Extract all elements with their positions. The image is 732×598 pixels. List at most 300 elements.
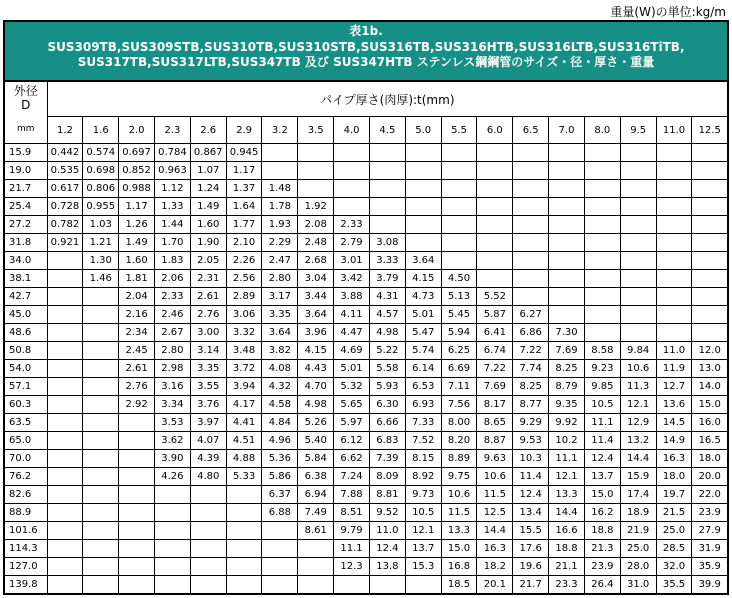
thickness-column-header: 3.5 xyxy=(298,117,334,144)
weight-cell xyxy=(262,162,298,180)
table-row xyxy=(4,198,728,216)
weight-cell: 8.58 xyxy=(584,342,620,360)
weight-cell xyxy=(441,180,477,198)
weight-cell: 15.0 xyxy=(692,396,728,414)
weight-cell: 4.08 xyxy=(262,360,298,378)
weight-cell xyxy=(405,180,441,198)
weight-cell: 11.9 xyxy=(656,360,692,378)
weight-cell: 1.03 xyxy=(83,216,119,234)
weight-cell: 5.94 xyxy=(441,324,477,342)
weight-cell xyxy=(119,468,155,486)
weight-cell: 11.4 xyxy=(513,468,549,486)
weight-cell: 10.2 xyxy=(549,432,585,450)
table-row xyxy=(4,522,728,540)
weight-cell xyxy=(190,522,226,540)
weight-cell xyxy=(190,540,226,558)
weight-cell: 22.0 xyxy=(692,486,728,504)
weight-cell: 23.9 xyxy=(692,504,728,522)
weight-cell: 18.9 xyxy=(620,504,656,522)
thickness-column-header: 6.0 xyxy=(477,117,513,144)
thickness-column-header: 1.6 xyxy=(83,117,119,144)
weight-cell xyxy=(405,234,441,252)
weight-cell: 2.92 xyxy=(119,396,155,414)
weight-cell xyxy=(119,486,155,504)
weight-cell: 5.33 xyxy=(226,468,262,486)
table-row xyxy=(4,252,728,270)
weight-cell: 5.52 xyxy=(477,288,513,306)
weight-cell: 11.5 xyxy=(441,504,477,522)
weight-cell: 2.80 xyxy=(154,342,190,360)
weight-cell: 12.7 xyxy=(656,378,692,396)
weight-cell: 5.40 xyxy=(298,432,334,450)
weight-cell: 3.72 xyxy=(226,360,262,378)
weight-cell xyxy=(369,576,405,595)
weight-cell: 2.61 xyxy=(190,288,226,306)
table-title xyxy=(3,20,729,80)
weight-cell xyxy=(549,198,585,216)
weight-cell: 1.77 xyxy=(226,216,262,234)
thickness-column-header: 5.0 xyxy=(405,117,441,144)
weight-cell xyxy=(47,450,83,468)
thickness-column-header: 3.2 xyxy=(262,117,298,144)
table-row xyxy=(4,486,728,504)
weight-cell xyxy=(298,180,334,198)
weight-cell: 20.1 xyxy=(477,576,513,595)
weight-cell xyxy=(584,288,620,306)
outer-diameter-cell: 48.6 xyxy=(4,324,47,342)
weight-cell xyxy=(334,198,370,216)
weight-cell: 7.24 xyxy=(334,468,370,486)
weight-cell: 11.1 xyxy=(334,540,370,558)
od-label-1: 外径 xyxy=(13,84,38,98)
outer-diameter-cell: 19.0 xyxy=(4,162,47,180)
weight-cell xyxy=(190,576,226,595)
weight-cell: 39.9 xyxy=(692,576,728,595)
weight-cell xyxy=(119,522,155,540)
weight-cell xyxy=(83,450,119,468)
table-row xyxy=(4,576,728,595)
weight-cell xyxy=(47,558,83,576)
weight-cell: 2.26 xyxy=(226,252,262,270)
pipe-weight-table-container xyxy=(3,20,729,595)
weight-cell xyxy=(441,234,477,252)
weight-cell: 13.2 xyxy=(620,432,656,450)
weight-cell: 3.14 xyxy=(190,342,226,360)
outer-diameter-cell: 127.0 xyxy=(4,558,47,576)
weight-cell: 10.6 xyxy=(441,486,477,504)
weight-cell: 9.23 xyxy=(584,360,620,378)
weight-cell: 9.84 xyxy=(620,342,656,360)
weight-cell xyxy=(369,198,405,216)
weight-cell xyxy=(226,576,262,595)
weight-cell: 4.98 xyxy=(298,396,334,414)
weight-cell: 12.4 xyxy=(513,486,549,504)
thickness-column-header: 5.5 xyxy=(441,117,477,144)
weight-cell xyxy=(692,288,728,306)
weight-cell: 12.1 xyxy=(549,468,585,486)
weight-cell: 12.3 xyxy=(334,558,370,576)
weight-cell xyxy=(513,162,549,180)
weight-cell: 2.48 xyxy=(298,234,334,252)
weight-cell: 3.79 xyxy=(369,270,405,288)
weight-cell: 31.9 xyxy=(692,540,728,558)
weight-cell xyxy=(584,198,620,216)
weight-cell: 5.84 xyxy=(298,450,334,468)
weight-cell: 5.13 xyxy=(441,288,477,306)
weight-cell xyxy=(154,558,190,576)
weight-cell: 18.5 xyxy=(441,576,477,595)
weight-cell: 4.96 xyxy=(262,432,298,450)
weight-cell xyxy=(47,378,83,396)
weight-cell: 1.78 xyxy=(262,198,298,216)
weight-cell: 4.73 xyxy=(405,288,441,306)
weight-cell xyxy=(477,216,513,234)
weight-cell xyxy=(620,288,656,306)
weight-cell: 0.617 xyxy=(47,180,83,198)
weight-cell: 1.24 xyxy=(190,180,226,198)
weight-cell: 5.01 xyxy=(334,360,370,378)
weight-cell: 0.782 xyxy=(47,216,83,234)
weight-cell: 21.5 xyxy=(656,504,692,522)
outer-diameter-cell: 38.1 xyxy=(4,270,47,288)
weight-cell: 11.5 xyxy=(477,486,513,504)
weight-cell: 32.0 xyxy=(656,558,692,576)
weight-cell xyxy=(83,324,119,342)
weight-cell: 7.74 xyxy=(513,360,549,378)
weight-cell xyxy=(369,216,405,234)
weight-cell: 3.62 xyxy=(154,432,190,450)
weight-cell: 4.98 xyxy=(369,324,405,342)
weight-cell xyxy=(549,288,585,306)
weight-cell: 7.52 xyxy=(405,432,441,450)
weight-cell: 9.73 xyxy=(405,486,441,504)
weight-cell xyxy=(83,288,119,306)
weight-cell: 4.32 xyxy=(262,378,298,396)
weight-cell: 18.8 xyxy=(584,522,620,540)
weight-cell: 3.01 xyxy=(334,252,370,270)
weight-cell: 5.87 xyxy=(477,306,513,324)
weight-cell: 8.00 xyxy=(441,414,477,432)
title-line-3: SUS317TB,SUS317LTB,SUS347TB 及び SUS347HTB ステンレス鋼鋼管のサイズ・径・厚さ・重量 xyxy=(77,55,655,69)
weight-cell: 3.88 xyxy=(334,288,370,306)
weight-cell xyxy=(584,180,620,198)
thickness-column-header: 4.0 xyxy=(334,117,370,144)
weight-cell xyxy=(656,180,692,198)
weight-cell: 7.22 xyxy=(477,360,513,378)
weight-cell xyxy=(477,270,513,288)
weight-cell xyxy=(47,270,83,288)
weight-cell: 2.98 xyxy=(154,360,190,378)
weight-cell: 4.80 xyxy=(190,468,226,486)
weight-cell: 2.34 xyxy=(119,324,155,342)
weight-cell xyxy=(441,198,477,216)
weight-cell: 6.93 xyxy=(405,396,441,414)
weight-cell: 1.81 xyxy=(119,270,155,288)
weight-cell: 1.07 xyxy=(190,162,226,180)
weight-cell: 3.17 xyxy=(262,288,298,306)
weight-cell: 1.30 xyxy=(83,252,119,270)
weight-cell xyxy=(154,486,190,504)
weight-cell xyxy=(47,486,83,504)
weight-cell: 3.08 xyxy=(369,234,405,252)
weight-cell: 9.75 xyxy=(441,468,477,486)
weight-cell: 15.0 xyxy=(441,540,477,558)
weight-cell: 5.45 xyxy=(441,306,477,324)
weight-cell: 4.57 xyxy=(369,306,405,324)
weight-cell: 5.36 xyxy=(262,450,298,468)
weight-cell: 4.11 xyxy=(334,306,370,324)
weight-cell: 6.86 xyxy=(513,324,549,342)
outer-diameter-cell: 54.0 xyxy=(4,360,47,378)
weight-cell xyxy=(549,270,585,288)
weight-cell: 17.6 xyxy=(513,540,549,558)
weight-cell: 2.47 xyxy=(262,252,298,270)
weight-cell: 18.0 xyxy=(692,450,728,468)
weight-cell: 14.4 xyxy=(549,504,585,522)
weight-cell xyxy=(620,198,656,216)
weight-cell: 9.63 xyxy=(477,450,513,468)
weight-cell: 4.43 xyxy=(298,360,334,378)
weight-cell xyxy=(549,144,585,162)
weight-cell: 5.97 xyxy=(334,414,370,432)
weight-cell: 3.64 xyxy=(298,306,334,324)
weight-cell: 3.34 xyxy=(154,396,190,414)
weight-cell: 11.4 xyxy=(584,432,620,450)
weight-cell xyxy=(692,252,728,270)
weight-cell xyxy=(620,180,656,198)
weight-cell: 2.76 xyxy=(119,378,155,396)
weight-cell xyxy=(334,180,370,198)
outer-diameter-cell: 57.1 xyxy=(4,378,47,396)
weight-cell: 3.33 xyxy=(369,252,405,270)
pipe-weight-table xyxy=(3,80,729,595)
weight-cell: 4.15 xyxy=(405,270,441,288)
weight-cell xyxy=(119,432,155,450)
weight-cell xyxy=(477,252,513,270)
weight-cell: 12.1 xyxy=(405,522,441,540)
weight-cell: 0.945 xyxy=(226,144,262,162)
weight-cell xyxy=(119,540,155,558)
weight-cell: 15.9 xyxy=(620,468,656,486)
weight-cell xyxy=(190,558,226,576)
outer-diameter-cell: 15.9 xyxy=(4,144,47,162)
weight-cell xyxy=(441,162,477,180)
weight-cell xyxy=(513,198,549,216)
weight-cell: 1.93 xyxy=(262,216,298,234)
weight-cell: 10.5 xyxy=(405,504,441,522)
thickness-column-header: 7.0 xyxy=(549,117,585,144)
weight-cell: 9.92 xyxy=(549,414,585,432)
weight-cell: 8.89 xyxy=(441,450,477,468)
weight-cell: 3.35 xyxy=(262,306,298,324)
weight-cell: 0.852 xyxy=(119,162,155,180)
weight-cell xyxy=(262,522,298,540)
weight-cell: 4.26 xyxy=(154,468,190,486)
weight-cell: 9.85 xyxy=(584,378,620,396)
weight-cell: 0.955 xyxy=(83,198,119,216)
weight-cell xyxy=(692,216,728,234)
weight-cell: 6.69 xyxy=(441,360,477,378)
weight-cell: 5.47 xyxy=(405,324,441,342)
weight-cell xyxy=(298,576,334,595)
table-row xyxy=(4,396,728,414)
weight-cell: 7.56 xyxy=(441,396,477,414)
od-unit: mm xyxy=(16,124,35,134)
weight-cell: 25.0 xyxy=(620,540,656,558)
weight-cell xyxy=(262,576,298,595)
weight-cell: 8.92 xyxy=(405,468,441,486)
weight-cell xyxy=(47,576,83,595)
weight-cell: 7.69 xyxy=(477,378,513,396)
weight-cell: 12.0 xyxy=(692,342,728,360)
weight-cell xyxy=(584,162,620,180)
weight-cell xyxy=(620,270,656,288)
weight-cell: 3.96 xyxy=(298,324,334,342)
weight-cell: 4.15 xyxy=(298,342,334,360)
weight-cell xyxy=(119,414,155,432)
weight-cell xyxy=(298,162,334,180)
weight-cell: 4.07 xyxy=(190,432,226,450)
weight-cell: 8.61 xyxy=(298,522,334,540)
weight-cell: 6.30 xyxy=(369,396,405,414)
weight-cell: 11.1 xyxy=(549,450,585,468)
weight-cell: 19.6 xyxy=(513,558,549,576)
weight-cell xyxy=(584,234,620,252)
outer-diameter-cell: 139.8 xyxy=(4,576,47,595)
weight-cell: 3.82 xyxy=(262,342,298,360)
table-row xyxy=(4,504,728,522)
outer-diameter-cell: 42.7 xyxy=(4,288,47,306)
weight-cell xyxy=(47,252,83,270)
outer-diameter-cell: 21.7 xyxy=(4,180,47,198)
weight-cell: 1.12 xyxy=(154,180,190,198)
weight-cell: 7.88 xyxy=(334,486,370,504)
weight-cell: 2.08 xyxy=(298,216,334,234)
weight-cell xyxy=(334,162,370,180)
weight-cell xyxy=(656,324,692,342)
weight-cell xyxy=(477,234,513,252)
weight-cell xyxy=(262,144,298,162)
weight-cell: 20.0 xyxy=(692,468,728,486)
weight-cell: 4.47 xyxy=(334,324,370,342)
weight-cell xyxy=(477,144,513,162)
weight-cell: 9.29 xyxy=(513,414,549,432)
outer-diameter-cell: 60.3 xyxy=(4,396,47,414)
weight-cell xyxy=(83,414,119,432)
weight-cell: 6.25 xyxy=(441,342,477,360)
weight-cell xyxy=(262,540,298,558)
weight-cell: 3.76 xyxy=(190,396,226,414)
weight-cell: 6.27 xyxy=(513,306,549,324)
weight-cell xyxy=(513,252,549,270)
weight-cell: 2.46 xyxy=(154,306,190,324)
weight-cell: 16.3 xyxy=(477,540,513,558)
weight-cell: 7.30 xyxy=(549,324,585,342)
weight-cell: 5.65 xyxy=(334,396,370,414)
table-row xyxy=(4,306,728,324)
outer-diameter-cell: 65.0 xyxy=(4,432,47,450)
weight-cell xyxy=(119,558,155,576)
weight-cell: 1.83 xyxy=(154,252,190,270)
weight-cell: 8.17 xyxy=(477,396,513,414)
weight-cell: 10.5 xyxy=(584,396,620,414)
thickness-column-header: 2.6 xyxy=(190,117,226,144)
weight-cell: 4.58 xyxy=(262,396,298,414)
table-row xyxy=(4,432,728,450)
weight-cell: 16.2 xyxy=(584,504,620,522)
thickness-column-header: 2.0 xyxy=(119,117,155,144)
weight-cell xyxy=(513,288,549,306)
weight-cell: 12.1 xyxy=(620,396,656,414)
weight-cell xyxy=(154,540,190,558)
weight-cell xyxy=(83,504,119,522)
weight-cell: 23.3 xyxy=(549,576,585,595)
weight-cell: 3.16 xyxy=(154,378,190,396)
weight-cell: 8.25 xyxy=(513,378,549,396)
weight-cell xyxy=(656,162,692,180)
weight-cell: 4.50 xyxy=(441,270,477,288)
weight-cell: 10.6 xyxy=(477,468,513,486)
weight-cell: 31.0 xyxy=(620,576,656,595)
weight-cell: 12.9 xyxy=(620,414,656,432)
weight-cell: 6.53 xyxy=(405,378,441,396)
weight-cell: 2.61 xyxy=(119,360,155,378)
weight-cell: 26.4 xyxy=(584,576,620,595)
weight-cell: 14.9 xyxy=(656,432,692,450)
weight-cell: 4.41 xyxy=(226,414,262,432)
weight-cell xyxy=(620,324,656,342)
weight-cell: 3.44 xyxy=(298,288,334,306)
weight-cell: 3.35 xyxy=(190,360,226,378)
weight-cell: 13.0 xyxy=(692,360,728,378)
weight-cell xyxy=(584,306,620,324)
weight-cell xyxy=(656,288,692,306)
weight-cell: 1.90 xyxy=(190,234,226,252)
weight-cell xyxy=(441,252,477,270)
weight-cell: 2.10 xyxy=(226,234,262,252)
weight-cell: 7.22 xyxy=(513,342,549,360)
weight-cell xyxy=(154,522,190,540)
weight-cell: 11.0 xyxy=(656,342,692,360)
weight-cell xyxy=(620,216,656,234)
outer-diameter-cell: 114.3 xyxy=(4,540,47,558)
weight-cell: 0.728 xyxy=(47,198,83,216)
weight-cell xyxy=(656,216,692,234)
weight-cell: 4.84 xyxy=(262,414,298,432)
weight-cell xyxy=(47,432,83,450)
weight-cell: 2.89 xyxy=(226,288,262,306)
weight-cell: 15.3 xyxy=(405,558,441,576)
weight-cell xyxy=(47,504,83,522)
weight-cell xyxy=(513,234,549,252)
weight-cell xyxy=(549,162,585,180)
weight-cell: 2.76 xyxy=(190,306,226,324)
weight-cell xyxy=(83,432,119,450)
outer-diameter-cell: 27.2 xyxy=(4,216,47,234)
weight-cell: 25.0 xyxy=(656,522,692,540)
weight-cell: 8.79 xyxy=(549,378,585,396)
weight-cell: 8.77 xyxy=(513,396,549,414)
weight-cell xyxy=(513,216,549,234)
weight-cell: 8.09 xyxy=(369,468,405,486)
weight-cell xyxy=(47,342,83,360)
weight-cell xyxy=(83,558,119,576)
thickness-column-header: 1.2 xyxy=(47,117,83,144)
weight-cell: 4.17 xyxy=(226,396,262,414)
weight-cell: 8.25 xyxy=(549,360,585,378)
weight-cell xyxy=(226,540,262,558)
weight-cell: 3.64 xyxy=(405,252,441,270)
